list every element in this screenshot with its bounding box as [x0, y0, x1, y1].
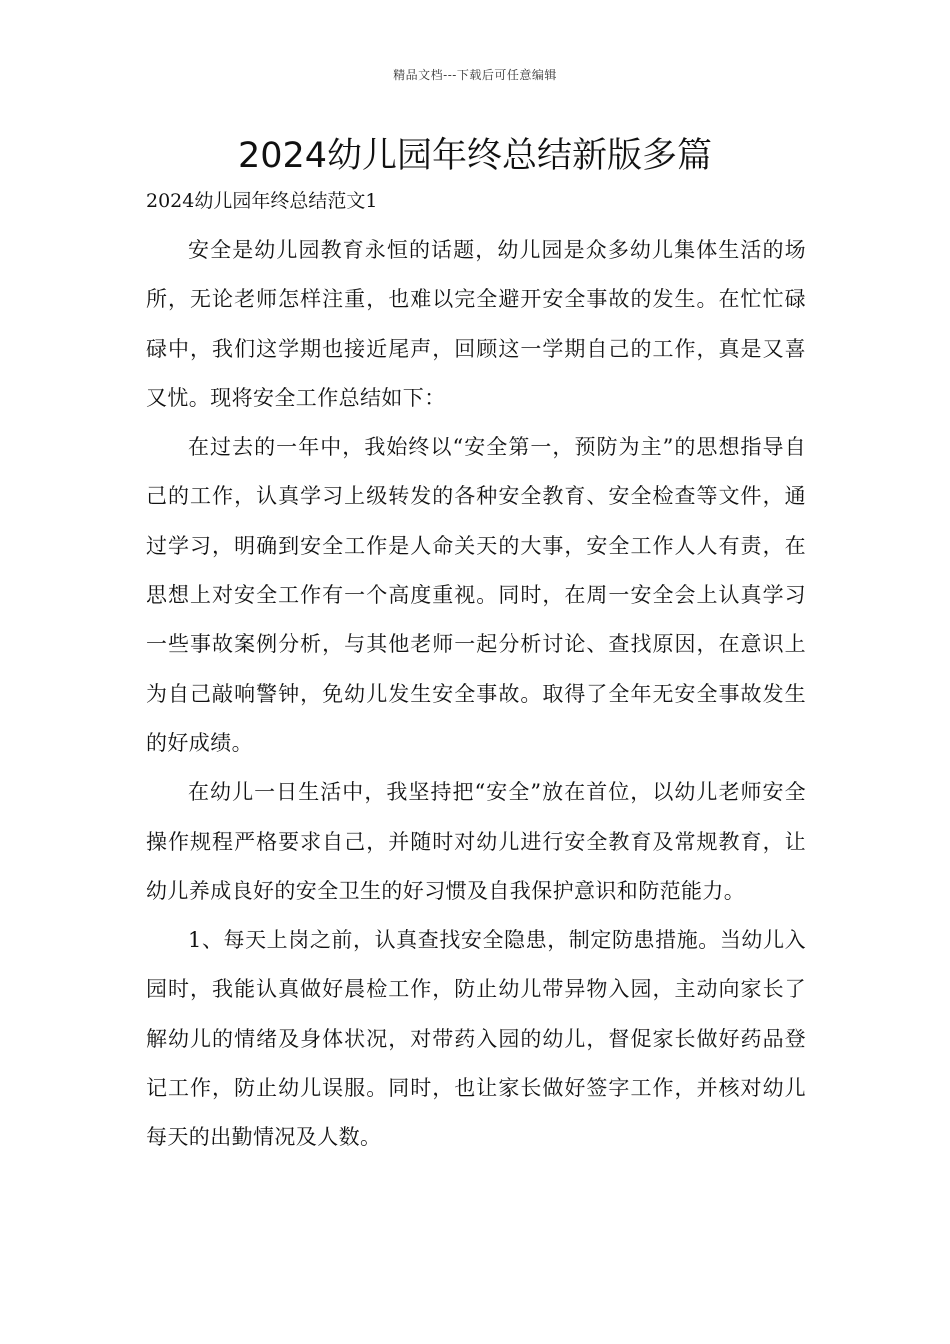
paragraph: 安全是幼儿园教育永恒的话题，幼儿园是众多幼儿集体生活的场所，无论老师怎样注重，也难以完全避开安全事故的发生。在忙忙碌碌中，我们这学期也接近尾声，回顾这一学期自己的工作，真是又喜又忧。现将安全工作总结如下： — [146, 238, 806, 410]
section-subtitle: 2024幼儿园年终总结范文1 — [146, 190, 378, 212]
paragraph: 1、每天上岗之前，认真查找安全隐患，制定防患措施。当幼儿入园时，我能认真做好晨检工作，防止幼儿带异物入园，主动向家长了解幼儿的情绪及身体状况，对带药入园的幼儿，督促家长做好药品登记工作，防止幼儿误服。同时，也让家长做好签字工作，并核对幼儿每天的出勤情况及人数。 — [146, 928, 806, 1150]
document-title: 2024幼儿园年终总结新版多篇 — [237, 136, 713, 176]
header-note: 精品文档---下载后可任意编辑 — [393, 68, 557, 82]
paragraph: 在幼儿一日生活中，我坚持把“安全”放在首位，以幼儿老师安全操作规程严格要求自己，并随时对幼儿进行安全教育及常规教育，让幼儿养成良好的安全卫生的好习惯及自我保护意识和防范能力。 — [146, 780, 806, 903]
document-body — [146, 226, 806, 1163]
paragraph: 在过去的一年中，我始终以“安全第一，预防为主”的思想指导自己的工作，认真学习上级转发的各种安全教育、安全检查等文件，通过学习，明确到安全工作是人命关天的大事，安全工作人人有责，在思想上对安全工作有一个高度重视。同时，在周一安全会上认真学习一些事故案例分析，与其他老师一起分析讨论、查找原因，在意识上为自己敲响警钟，免幼儿发生安全事故。取得了全年无安全事故发生的好成绩。 — [146, 435, 806, 755]
